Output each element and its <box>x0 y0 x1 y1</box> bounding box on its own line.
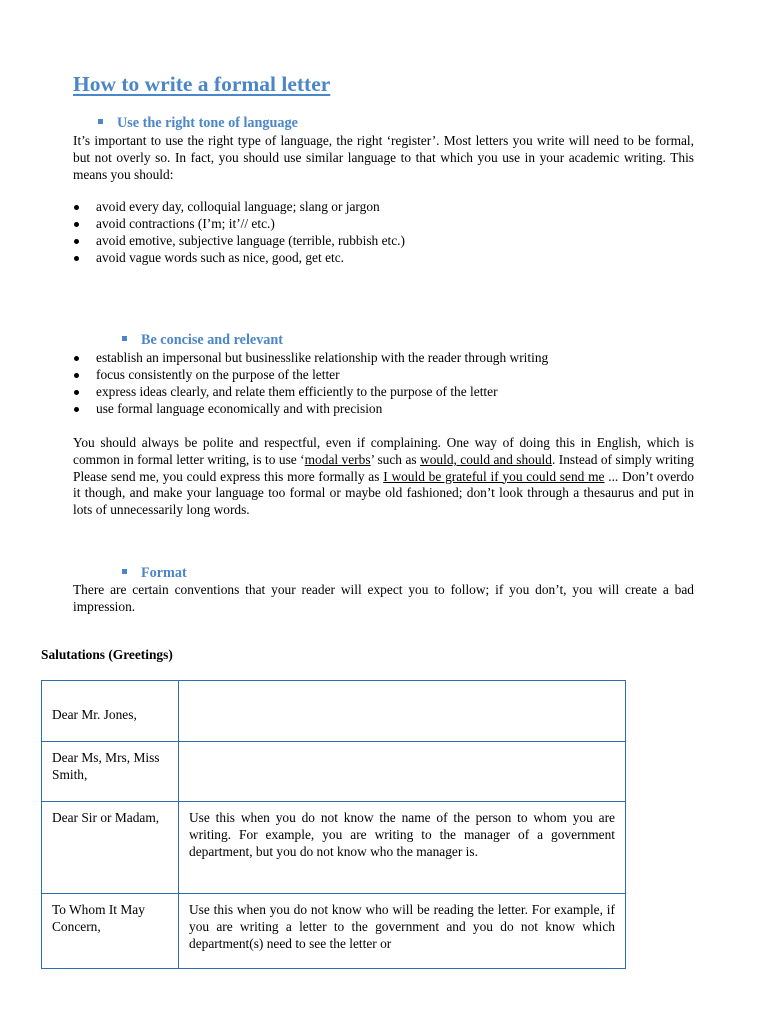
greeting-cell: Dear Sir or Madam, <box>42 802 179 894</box>
bullet-dot-icon <box>74 222 79 227</box>
greeting-cell: To Whom It May Concern, <box>42 894 179 969</box>
usage-cell: Use this when you do not know who will be reading the letter. For example, if you are writing a letter to the government and you do not know which department(s) need to see the letter or <box>179 894 626 969</box>
bullet-dot-icon <box>74 407 79 412</box>
square-bullet-icon <box>98 119 103 124</box>
section-heading-tone <box>98 115 298 132</box>
table-row <box>42 742 626 802</box>
list-item: avoid emotive, subjective language (terrible, rubbish etc.) <box>73 233 713 250</box>
list-item: express ideas clearly, and relate them efficiently to the purpose of the letter <box>73 384 713 401</box>
list-item: avoid every day, colloquial language; slang or jargon <box>73 199 713 216</box>
modal-verbs-term: modal verbs <box>304 451 371 467</box>
bullet-dot-icon <box>74 390 79 395</box>
usage-cell: Use this when you do not know the name of the person to whom you are writing. For example, you are writing to the manager of a government department, but you do not know who the manager is. <box>179 802 626 894</box>
table-row <box>42 802 626 894</box>
square-bullet-icon <box>122 336 127 341</box>
usage-cell <box>179 742 626 802</box>
bullet-dot-icon <box>74 356 79 361</box>
section-heading-label: Format <box>141 565 187 581</box>
table-row <box>42 894 626 969</box>
square-bullet-icon <box>122 569 127 574</box>
list-item: avoid vague words such as nice, good, get etc. <box>73 250 713 267</box>
bullet-dot-icon <box>74 256 79 261</box>
table-row <box>42 681 626 742</box>
salutations-heading: Salutations (Greetings) <box>41 647 173 662</box>
formal-phrase-example: I would be grateful if you could send me <box>383 468 605 484</box>
section-heading-concise <box>122 332 283 349</box>
section-heading-label: Be concise and relevant <box>141 332 283 348</box>
page-title: How to write a formal letter <box>73 72 331 96</box>
tone-intro-paragraph: It’s important to use the right type of language, the right ‘register’. Most letters you write will need to be formal, but not overly so. In fact, you should use similar language to that which you use in your academic writing. This means you should: <box>73 133 694 182</box>
greeting-cell: Dear Mr. Jones, <box>42 681 179 742</box>
politeness-paragraph: You should always be polite and respectful, even if complaining. One way of doing this in English, which is common in formal letter writing, is to use ‘modal verbs’ such as would, could and should. Instead of simply writing Please send me, you could express this more formally as I would be grateful if you could send me ... Don’t overdo it though, and make your language too formal or maybe old fashioned; don’t look through a thesaurus and put in lots of unnecessarily long words. <box>73 435 694 518</box>
greeting-cell: Dear Ms, Mrs, Miss Smith, <box>42 742 179 802</box>
modal-examples: would, could and should <box>420 451 552 467</box>
list-item: use formal language economically and with precision <box>73 401 713 418</box>
bullet-dot-icon <box>74 205 79 210</box>
list-item: avoid contractions (I’m; it’// etc.) <box>73 216 713 233</box>
section-heading-label: Use the right tone of language <box>117 115 298 131</box>
usage-cell <box>179 681 626 742</box>
format-paragraph: There are certain conventions that your reader will expect you to follow; if you don’t, you will create a bad impression. <box>73 582 694 614</box>
section-heading-format <box>122 565 187 582</box>
list-item: focus consistently on the purpose of the letter <box>73 367 713 384</box>
salutations-table <box>41 680 626 969</box>
concise-bullet-list <box>73 350 713 418</box>
bullet-dot-icon <box>74 239 79 244</box>
list-item: establish an impersonal but businesslike relationship with the reader through writing <box>73 350 713 367</box>
bullet-dot-icon <box>74 373 79 378</box>
tone-bullet-list <box>73 199 713 267</box>
